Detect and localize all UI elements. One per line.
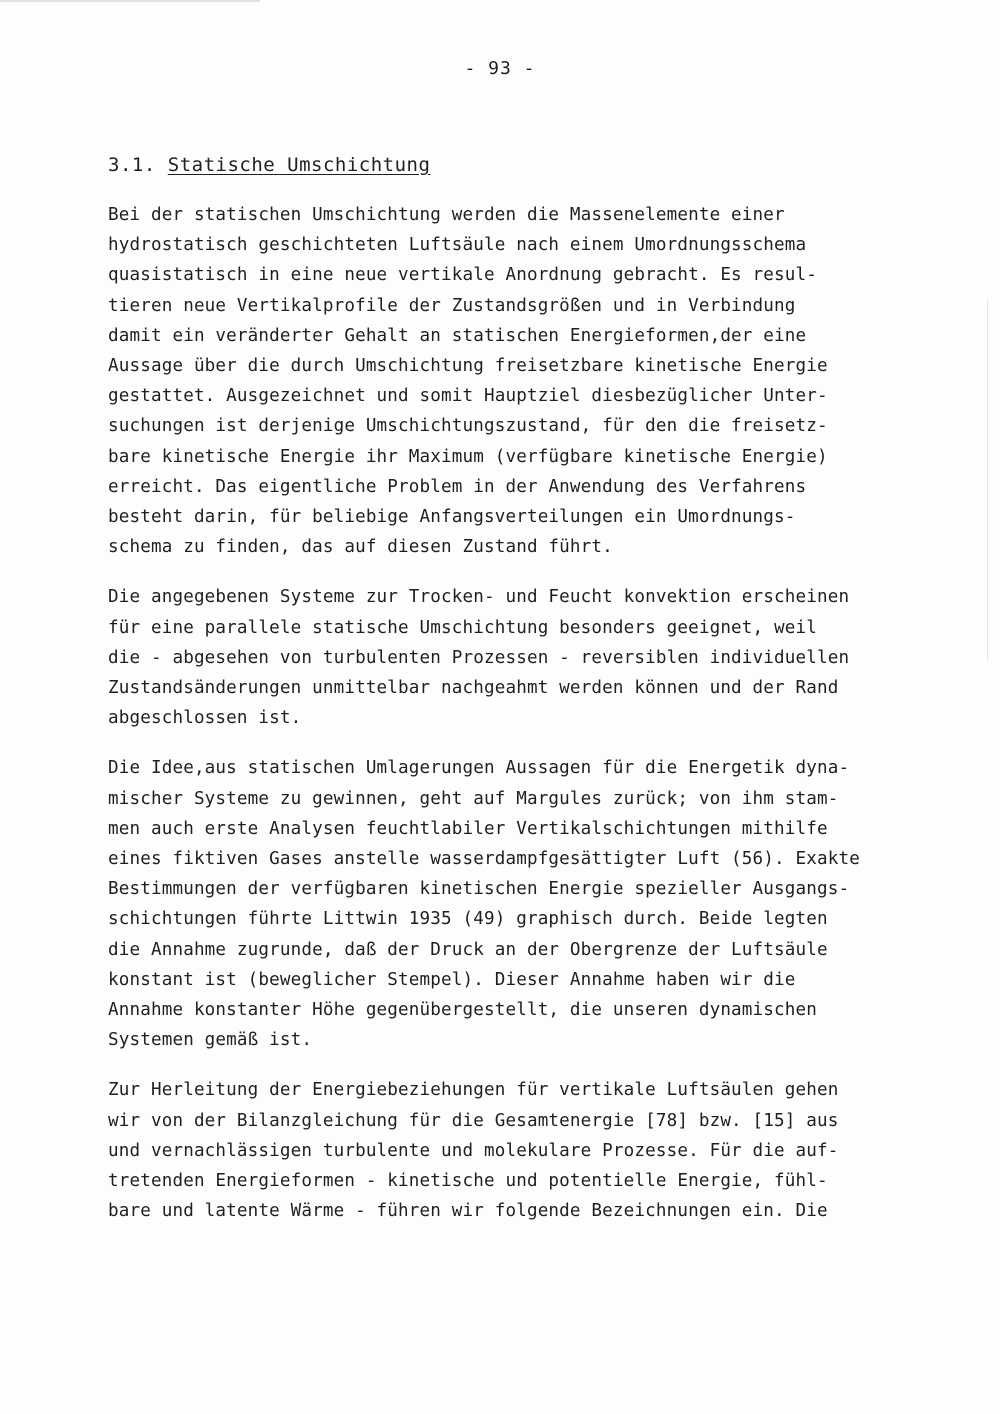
text-line: für eine parallele statische Umschichtung besonders geeignet, weil bbox=[108, 617, 817, 638]
text-line: bare und latente Wärme - führen wir folgende Bezeichnungen ein. Die bbox=[108, 1201, 828, 1222]
section-number: 3.1. bbox=[108, 154, 156, 176]
text-line: tretenden Energieformen - kinetische und potentielle Energie, fühl- bbox=[108, 1171, 828, 1192]
text-line: schema zu finden, das auf diesen Zustand führt. bbox=[108, 537, 613, 558]
paragraph bbox=[108, 1075, 968, 1226]
text-line: damit ein veränderter Gehalt an statischen Energieformen,der eine bbox=[108, 325, 807, 346]
text-line: besteht darin, für beliebige Anfangsverteilungen ein Umordnungs- bbox=[108, 507, 796, 528]
text-line: Die angegebenen Systeme zur Trocken- und Feucht konvektion erscheinen bbox=[108, 587, 850, 608]
text-line: die Annahme zugrunde, daß der Druck an der Obergrenze der Luftsäule bbox=[108, 939, 828, 960]
text-line: suchungen ist derjenige Umschichtungszustand, für den die freisetz- bbox=[108, 416, 828, 437]
page-number: - 93 - bbox=[464, 58, 536, 79]
text-line: tieren neue Vertikalprofile der Zustandsgrößen und in Verbindung bbox=[108, 295, 796, 316]
text-line: men auch erste Analysen feuchtlabiler Vertikalschichtungen mithilfe bbox=[108, 818, 828, 839]
text-line: erreicht. Das eigentliche Problem in der Anwendung des Verfahrens bbox=[108, 476, 807, 497]
text-line: hydrostatisch geschichteten Luftsäule nach einem Umordnungsschema bbox=[108, 235, 807, 256]
text-line: eines fiktiven Gases anstelle wasserdampfgesättigter Luft (56). Exakte bbox=[108, 849, 860, 870]
paragraph bbox=[108, 753, 968, 1055]
text-line: und vernachlässigen turbulente und molekulare Prozesse. Für die auf- bbox=[108, 1140, 839, 1161]
text-line: Aussage über die durch Umschichtung freisetzbare kinetische Energie bbox=[108, 356, 828, 377]
scan-edge-mark-top bbox=[0, 0, 260, 2]
text-line: konstant ist (beweglicher Stempel). Dieser Annahme haben wir die bbox=[108, 969, 796, 990]
scan-edge-mark-right bbox=[987, 300, 988, 660]
text-line: die - abgesehen von turbulenten Prozessen - reversiblen individuellen bbox=[108, 647, 850, 668]
text-line: quasistatisch in eine neue vertikale Anordnung gebracht. Es resul- bbox=[108, 265, 817, 286]
text-line: Annahme konstanter Höhe gegenübergestellt, die unseren dynamischen bbox=[108, 1000, 817, 1021]
text-line: mischer Systeme zu gewinnen, geht auf Margules zurück; von ihm stam- bbox=[108, 788, 839, 809]
paragraph bbox=[108, 200, 968, 562]
document-body bbox=[108, 200, 968, 1247]
text-line: wir von der Bilanzgleichung für die Gesamtenergie [78] bzw. [15] aus bbox=[108, 1110, 839, 1131]
paragraph bbox=[108, 582, 968, 733]
text-line: Zur Herleitung der Energiebeziehungen für vertikale Luftsäulen gehen bbox=[108, 1080, 839, 1101]
text-line: schichtungen führte Littwin 1935 (49) graphisch durch. Beide legten bbox=[108, 909, 828, 930]
text-line: Bestimmungen der verfügbaren kinetischen Energie spezieller Ausgangs- bbox=[108, 879, 850, 900]
text-line: abgeschlossen ist. bbox=[108, 708, 302, 729]
text-line: gestattet. Ausgezeichnet und somit Hauptziel diesbezüglicher Unter- bbox=[108, 386, 828, 407]
text-line: Zustandsänderungen unmittelbar nachgeahmt werden können und der Rand bbox=[108, 678, 839, 699]
text-line: Die Idee,aus statischen Umlagerungen Aussagen für die Energetik dyna- bbox=[108, 758, 850, 779]
text-line: Systemen gemäß ist. bbox=[108, 1030, 313, 1051]
section-heading bbox=[108, 154, 430, 176]
text-line: bare kinetische Energie ihr Maximum (verfügbare kinetische Energie) bbox=[108, 446, 828, 467]
section-title: Statische Umschichtung bbox=[167, 154, 431, 176]
text-line: Bei der statischen Umschichtung werden die Massenelemente einer bbox=[108, 205, 785, 225]
